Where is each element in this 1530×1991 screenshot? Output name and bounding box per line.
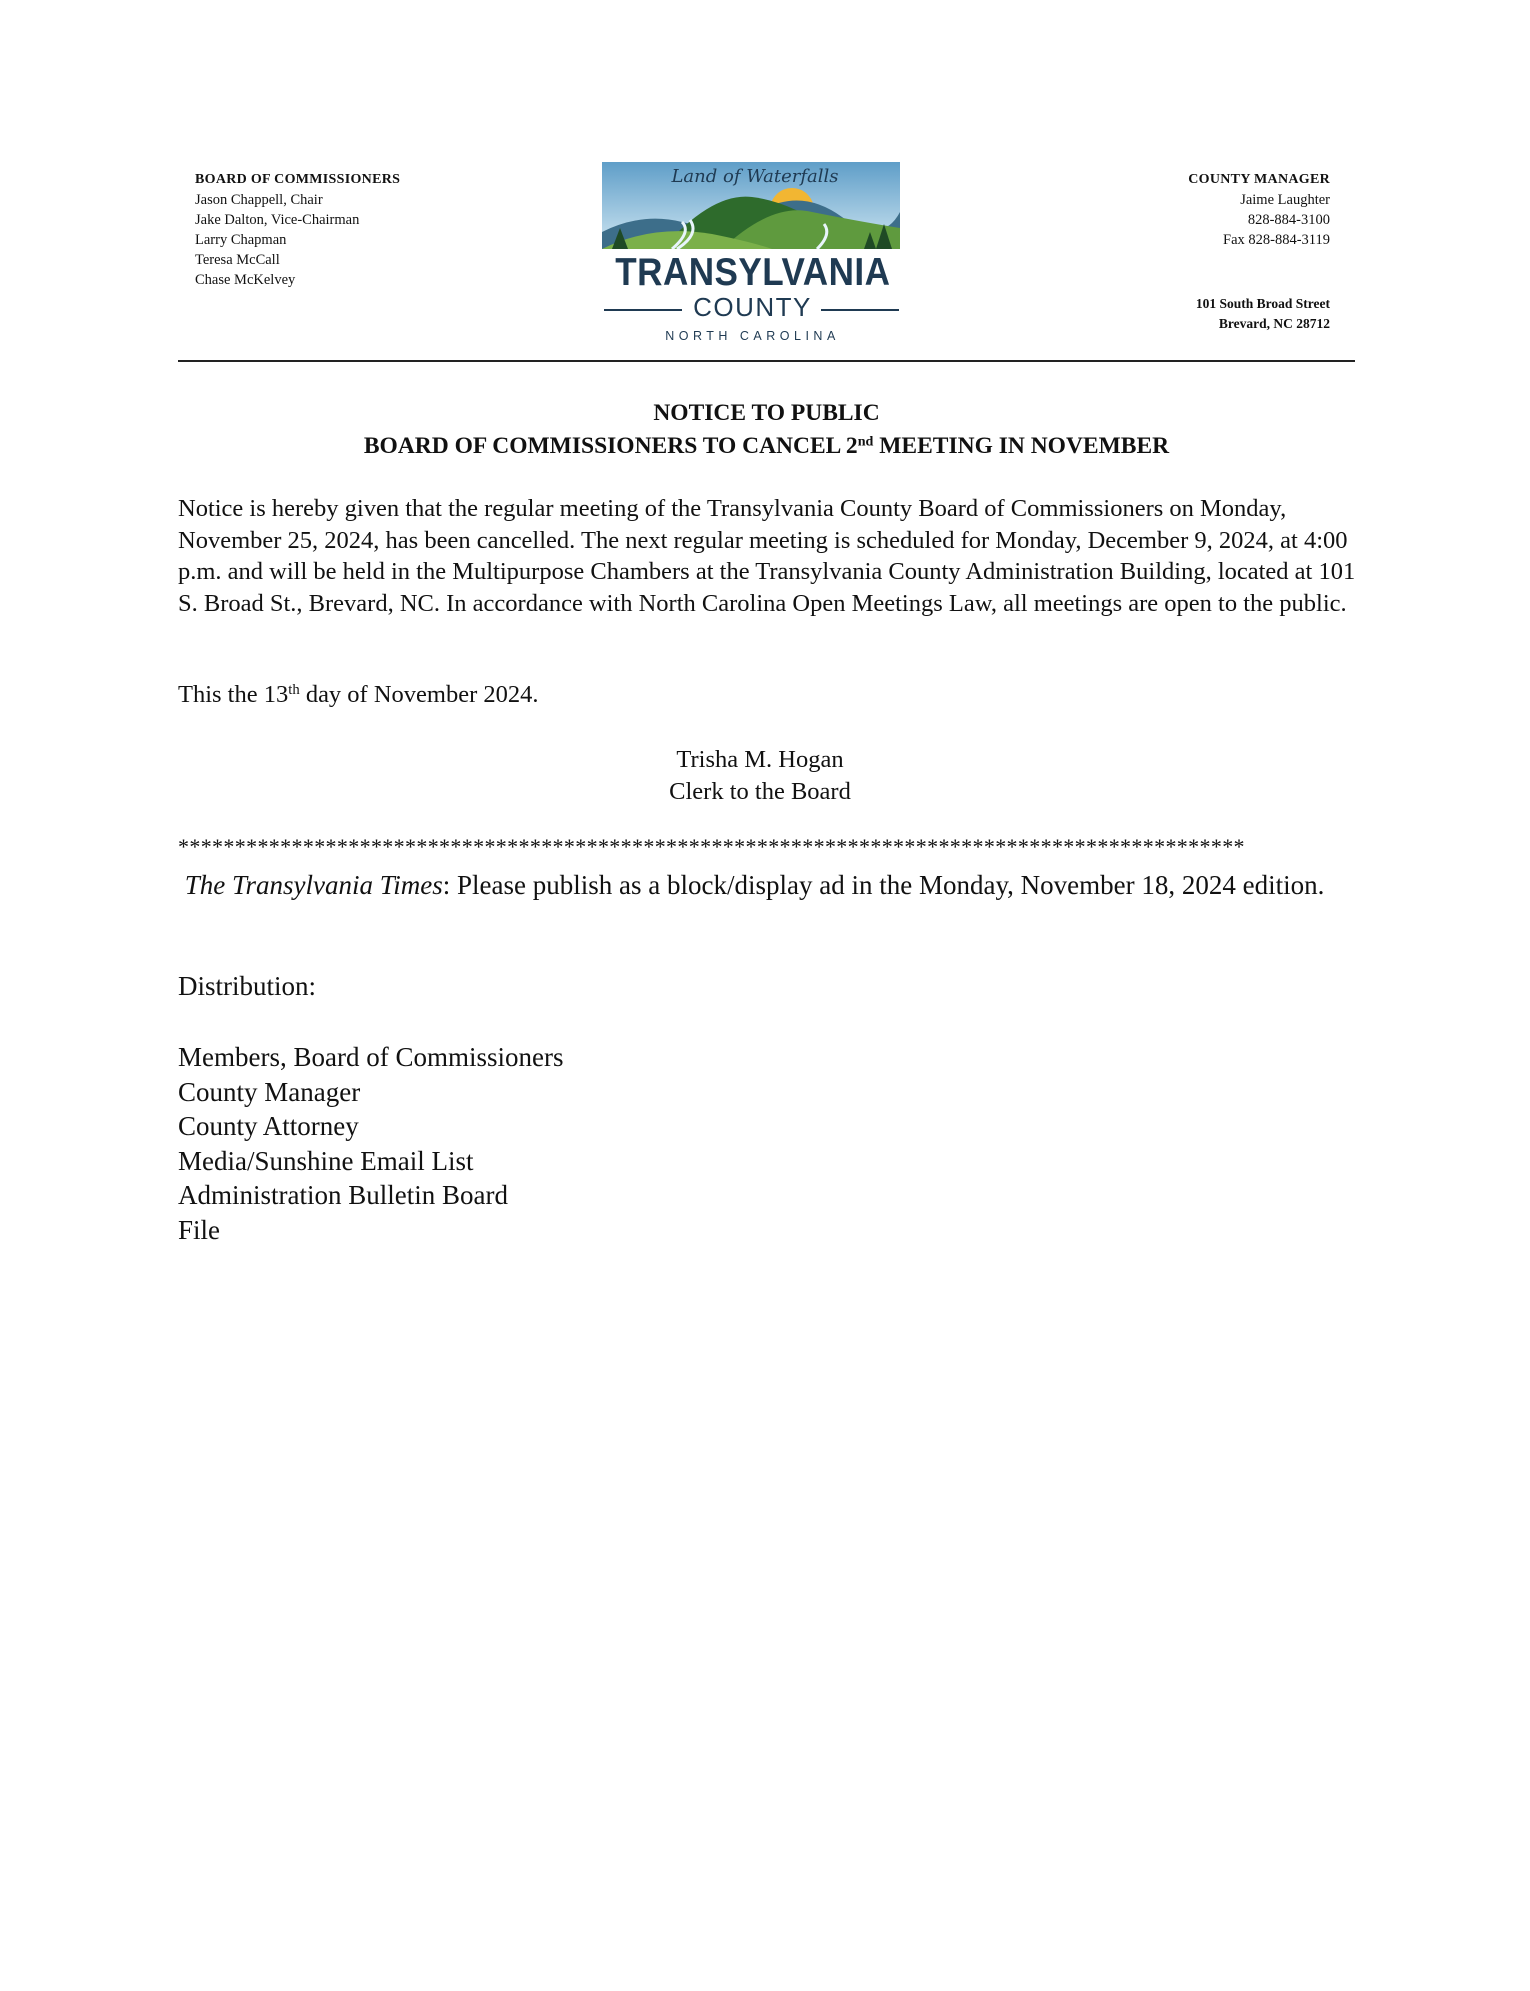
county-manager-block (1188, 170, 1330, 334)
publish-instruction (178, 868, 1338, 902)
heading-line-2-text: BOARD OF COMMISSIONERS TO CANCEL 2 (363, 433, 858, 459)
board-title: BOARD OF COMMISSIONERS (195, 172, 401, 187)
board-of-commissioners-block (195, 170, 400, 290)
manager-name: Jaime Laughter (1240, 192, 1330, 208)
notice-body: Notice is hereby given that the regular meeting of the Transylvania County Board of Commissioners on Monday, November 25, 2024, has been cancelled. The next regular meeting is scheduled for Monday, December 9, 2024, at 4:00 p.m. and will be held in the Multipurpose Chambers at the Transylvania County Administration Building, located at 101 S. Broad St., Brevard, NC. In accordance with North Carolina Open Meetings Law, all meetings are open to the public. (178, 495, 1356, 617)
ordinal-suffix: nd (857, 433, 874, 450)
list-item: Administration Bulletin Board (178, 1180, 508, 1210)
heading-line-1: NOTICE TO PUBLIC (653, 400, 880, 426)
distribution-list (178, 1040, 563, 1247)
manager-fax: Fax 828-884-3119 (1223, 232, 1330, 248)
dated-ordinal: th (288, 681, 300, 698)
notice-heading (178, 397, 1355, 463)
logo-county-label: COUNTY (693, 292, 812, 322)
logo-rule-right (821, 309, 899, 311)
publish-text: : Please publish as a block/display ad in the Monday, November 18, 2024 edition. (442, 870, 1325, 900)
address-block (1188, 294, 1330, 334)
signer-title: Clerk to the Board (669, 777, 851, 805)
list-item: County Attorney (178, 1111, 359, 1141)
county-logo (600, 162, 905, 352)
list-item: Members, Board of Commissioners (178, 1042, 564, 1072)
logo-state: NORTH CAROLINA (665, 329, 840, 343)
signature-block (560, 744, 960, 807)
board-member: Larry Chapman (195, 232, 287, 248)
heading-line-2 (178, 430, 1355, 463)
asterisk-separator: ********************************************************************************************** (178, 834, 1245, 859)
list-item: File (178, 1214, 221, 1245)
board-member: Jake Dalton, Vice-Chairman (195, 212, 360, 228)
dated-line (178, 681, 539, 709)
dated-text: This the 13 (178, 681, 289, 708)
address-city: Brevard, NC 28712 (1218, 316, 1330, 331)
dated-text-end: day of November 2024. (299, 681, 539, 708)
newspaper-name: The Transylvania Times (184, 870, 443, 900)
list-item: County Manager (178, 1076, 361, 1107)
board-member: Jason Chappell, Chair (195, 192, 323, 208)
board-member: Chase McKelvey (195, 272, 296, 288)
signer-name: Trisha M. Hogan (676, 746, 844, 773)
heading-line-2-end: MEETING IN NOVEMBER (873, 433, 1170, 459)
header-divider (178, 360, 1355, 362)
logo-tagline: Land of Waterfalls (671, 166, 839, 187)
address-street: 101 South Broad Street (1195, 296, 1330, 311)
manager-phone: 828-884-3100 (1247, 212, 1330, 228)
list-item: Media/Sunshine Email List (178, 1145, 474, 1176)
board-member: Teresa McCall (195, 252, 280, 268)
distribution-label: Distribution: (178, 971, 317, 1001)
manager-title: COUNTY MANAGER (1188, 172, 1330, 187)
logo-county-name: TRANSYLVANIA (615, 251, 891, 294)
